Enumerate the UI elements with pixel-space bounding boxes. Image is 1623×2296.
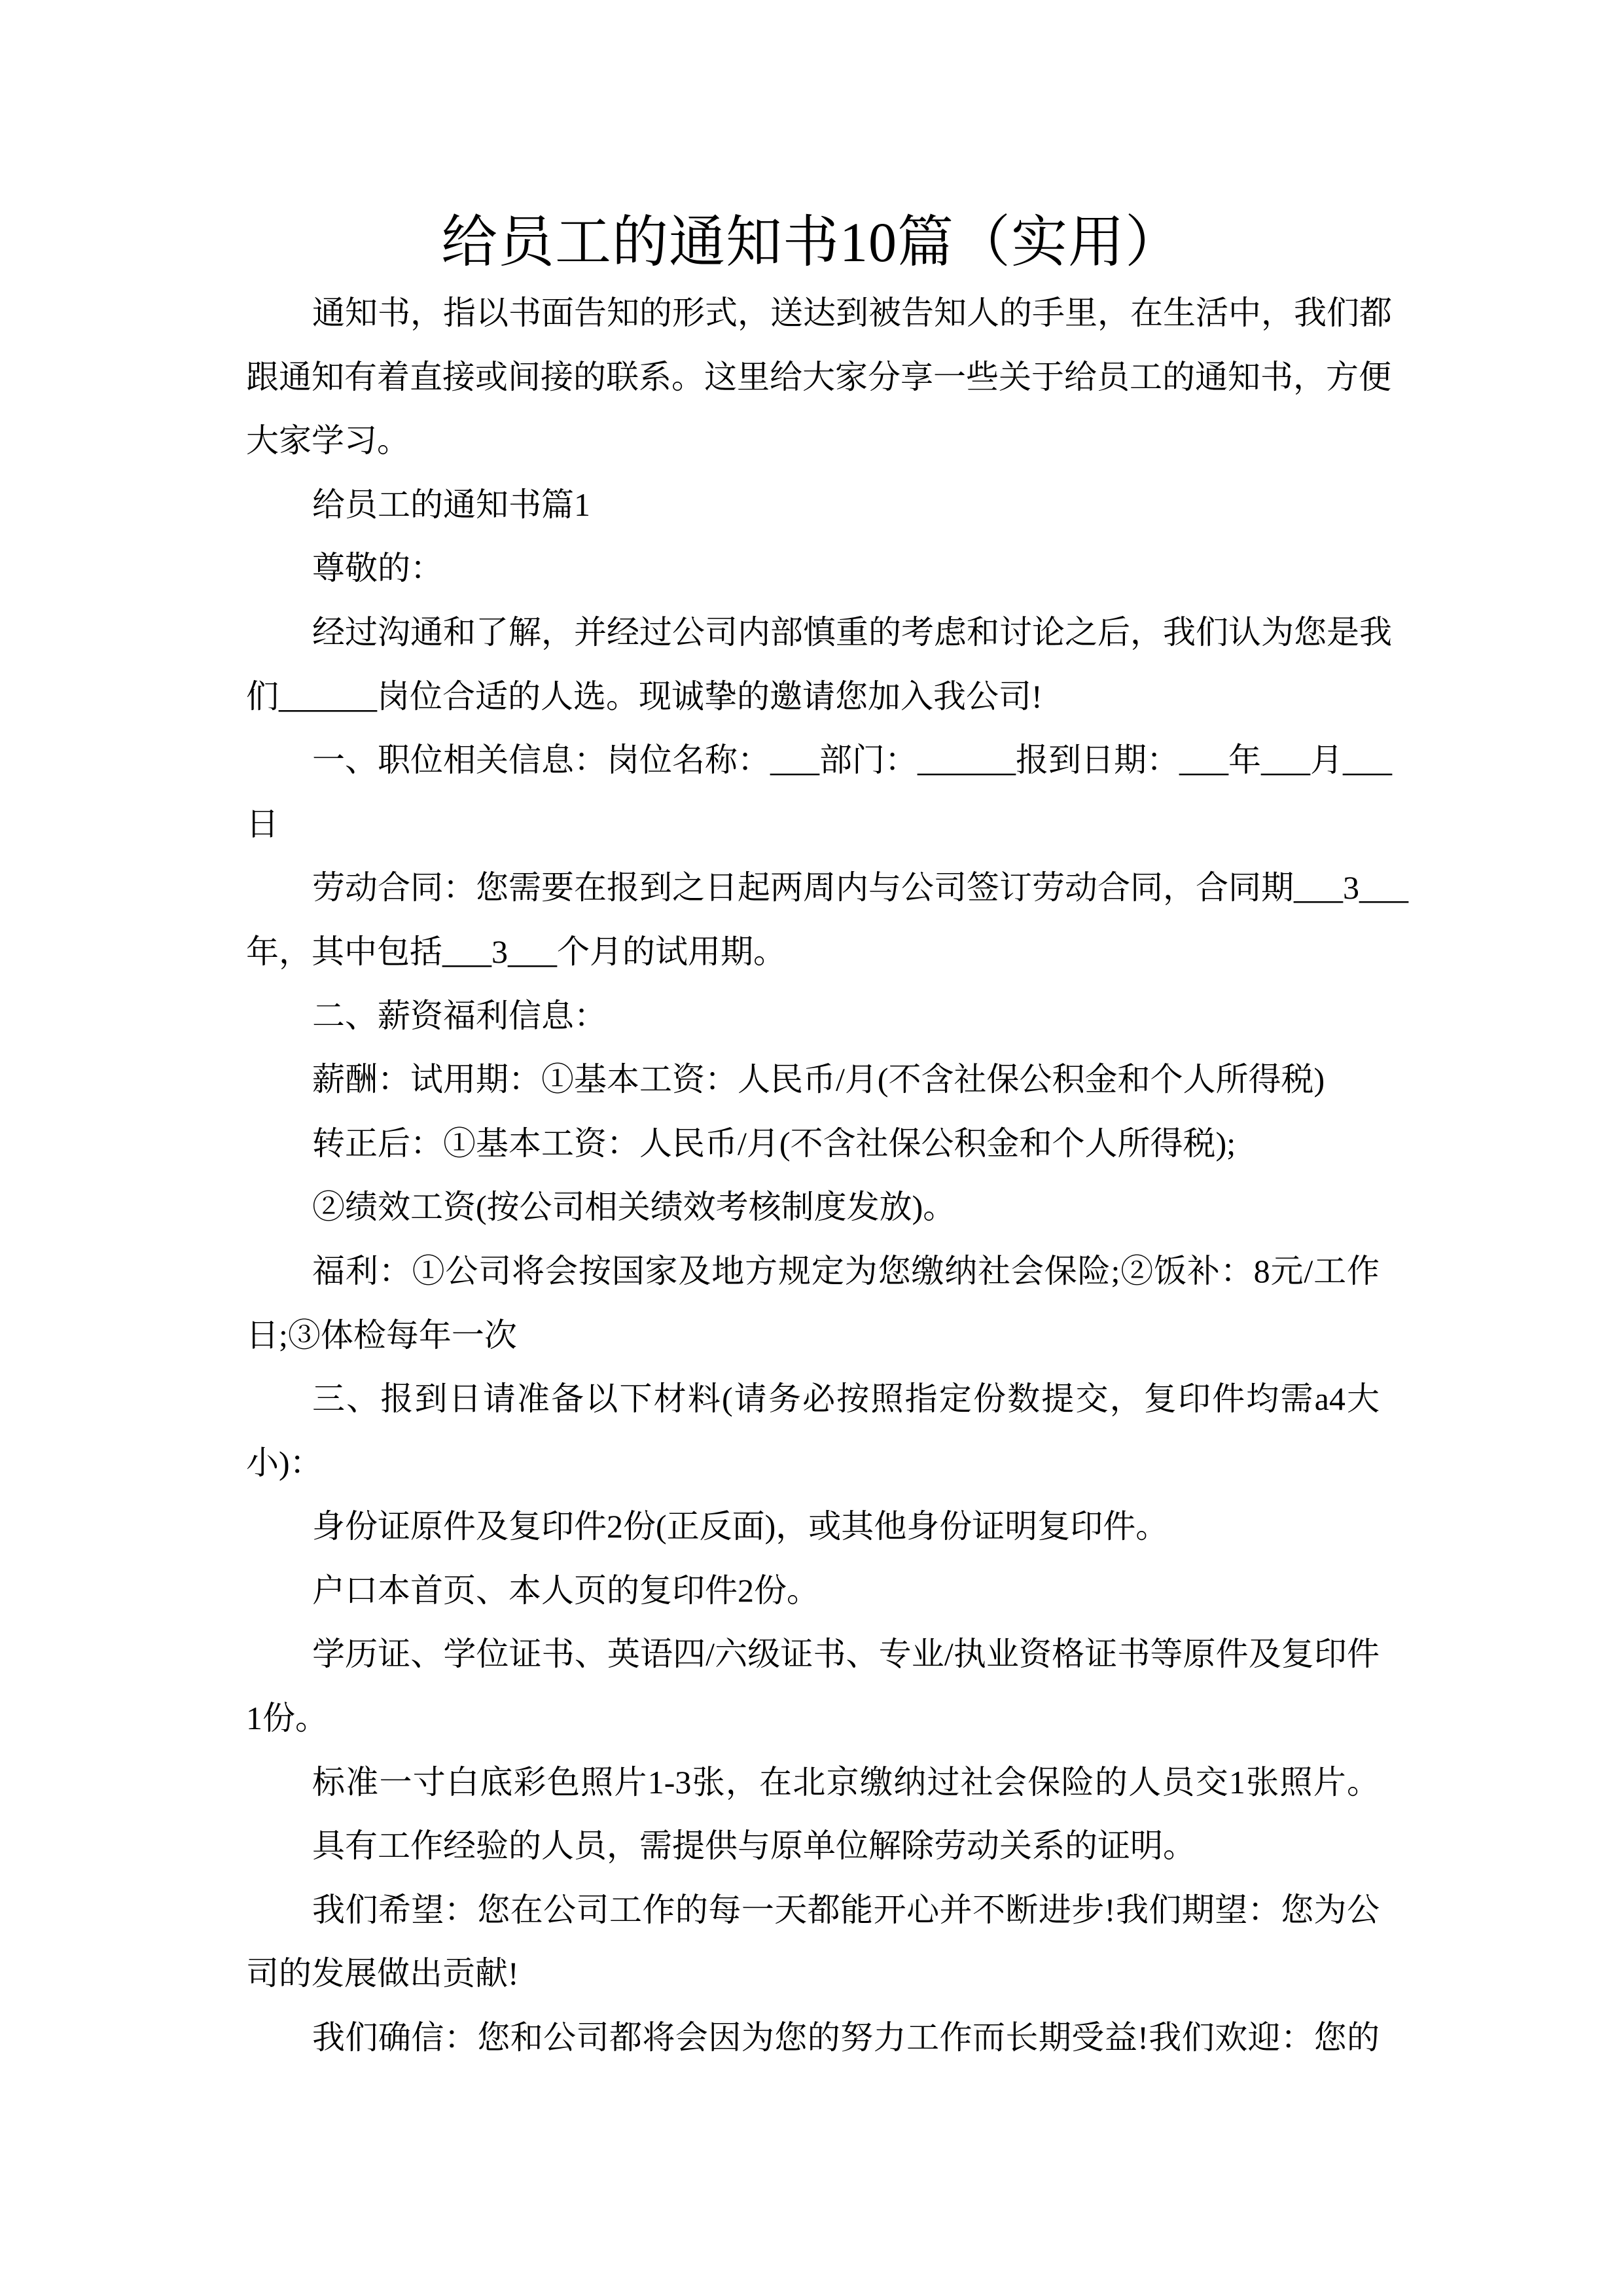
text-line: 二、薪资福利信息： xyxy=(312,997,607,1034)
text-line: 通知书，指以书面告知的形式，送达到被告知人的手里，在生活中，我们都 xyxy=(312,295,1392,331)
text-line: 司的发展做出贡献! xyxy=(246,1955,519,1992)
text-line: 给员工的通知书篇1 xyxy=(312,486,590,523)
text-line: 转正后：①基本工资：人民币/月(不含社保公积金和个人所得税); xyxy=(312,1124,1236,1162)
text-line: 1份。 xyxy=(246,1700,328,1737)
text-line: 日;③体检每年一次 xyxy=(246,1316,517,1354)
text-line: 劳动合同：您需要在报到之日起两周内与公司签订劳动合同，合同期___3___ xyxy=(312,869,1408,906)
text-line: 小)： xyxy=(246,1444,323,1481)
text-line: 日 xyxy=(246,805,279,842)
text-line: 经过沟通和了解，并经过公司内部慎重的考虑和讨论之后，我们认为您是我 xyxy=(312,613,1392,651)
text-line: 具有工作经验的人员，需提供与原单位解除劳动关系的证明。 xyxy=(312,1827,1196,1865)
text-line: 标准一寸白底彩色照片1-3张，在北京缴纳过社会保险的人员交1张照片。 xyxy=(312,1763,1380,1801)
document-title: 给员工的通知书10篇（实用） xyxy=(441,211,1182,274)
text-line: 三、报到日请准备以下材料(请务必按照指定份数提交，复印件均需a4大 xyxy=(312,1380,1380,1418)
text-line: 一、职位相关信息：岗位名称：___部门：______报到日期：___年___月___ xyxy=(312,742,1392,779)
text-line: 身份证原件及复印件2份(正反面)，或其他身份证明复印件。 xyxy=(312,1508,1169,1545)
text-line: 年，其中包括___3___个月的试用期。 xyxy=(246,933,786,970)
text-line: 福利：①公司将会按国家及地方规定为您缴纳社会保险;②饭补：8元/工作 xyxy=(312,1252,1380,1289)
text-line: 我们希望：您在公司工作的每一天都能开心并不断进步!我们期望：您为公 xyxy=(312,1891,1380,1928)
text-line: 我们确信：您和公司都将会因为您的努力工作而长期受益!我们欢迎：您的 xyxy=(312,2019,1380,2056)
text-line: 户口本首页、本人页的复印件2份。 xyxy=(312,1571,819,1609)
text-line: 学历证、学位证书、英语四/六级证书、专业/执业资格证书等原件及复印件 xyxy=(312,1636,1380,1673)
text-line: 跟通知有着直接或间接的联系。这里给大家分享一些关于给员工的通知书，方便 xyxy=(246,358,1391,395)
text-line: 尊敬的： xyxy=(312,550,443,587)
text-line: 大家学习。 xyxy=(246,422,410,459)
document-body xyxy=(246,281,1408,2070)
text-line: 薪酬：试用期：①基本工资：人民币/月(不含社保公积金和个人所得税) xyxy=(312,1061,1325,1098)
text-line: 们______岗位合适的人选。现诚挚的邀请您加入我公司! xyxy=(246,677,1043,715)
text-line: ②绩效工资(按公司相关绩效考核制度发放)。 xyxy=(312,1189,956,1226)
